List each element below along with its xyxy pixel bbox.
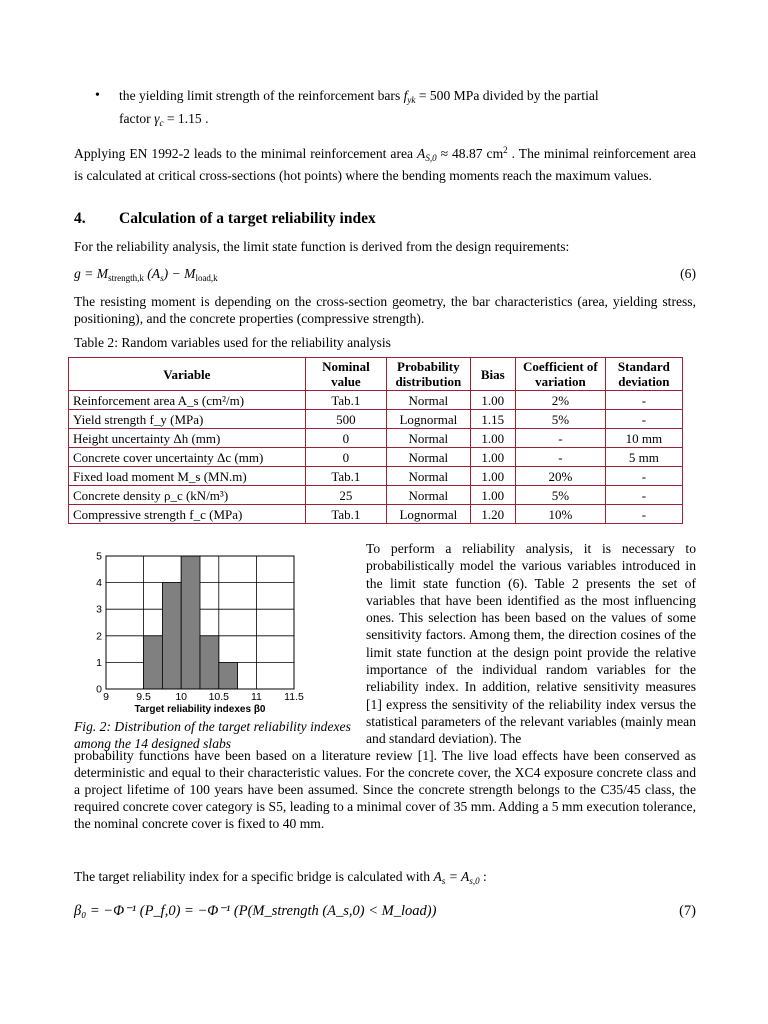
y-tick-label: 4 [96, 577, 102, 590]
y-tick-label: 3 [96, 603, 102, 616]
table-row [69, 410, 683, 429]
table-cell: Normal [387, 391, 470, 410]
y-tick-label: 5 [96, 550, 102, 563]
section-heading: 4. Calculation of a target reliability index [74, 210, 376, 227]
equation-number-7: (7) [679, 903, 696, 919]
formula-fyk: $f_{yk}$ [403, 88, 416, 105]
x-axis-label: Target reliability indexes β0 [134, 704, 266, 715]
x-tick-label: 9.5 [136, 691, 151, 703]
table-cell: Lognormal [387, 505, 470, 524]
y-tick-label: 2 [96, 630, 102, 643]
histogram-chart [88, 548, 318, 728]
bullet-text: the yielding limit strength of the reinforcement bars $f_{yk} = 500$ MPa divided by the partial [119, 88, 599, 105]
table-cell: 5 mm [605, 448, 682, 467]
paragraph-limit-state-intro: For the reliability analysis, the limit state function is derived from the design requirements: [74, 239, 570, 254]
table-cell: 1.00 [470, 486, 515, 505]
table-cell: - [605, 467, 682, 486]
table-cell: 1.00 [470, 467, 515, 486]
bullet-text-line2: factor $\gamma_c = 1.15$ . [119, 111, 209, 128]
histogram-bar [219, 662, 238, 689]
header-bias: Bias [470, 358, 515, 391]
table-cell: 500 [305, 410, 386, 429]
x-tick-label: 10 [175, 691, 188, 703]
table-cell: Normal [387, 486, 470, 505]
formula-as0: $A_{S,0}$ [417, 146, 437, 163]
table-cell: Concrete density ρ_c (kN/m³) [69, 486, 306, 505]
figure-caption: Fig. 2: Distribution of the target reliability indexes among the 14 designed slabs [74, 719, 351, 751]
histogram-bar [200, 636, 219, 689]
histogram-bar [181, 556, 200, 689]
table-row [69, 448, 683, 467]
table-cell: Height uncertainty Δh (mm) [69, 429, 306, 448]
table-cell: 5% [516, 486, 606, 505]
paragraph-probability-functions: probability functions have been based on a literature review [1]. The live load effects have been conserved as deterministic and equal to their characteristic values. For the concrete cover, the XC4 exposure concrete class and a project lifetime of 100 years have been assumed. Since the concrete strength belongs to the C35/45 class, the required concrete cover category is S5, leading to a minimal cover of 35 mm. Adding a 5 mm execution tolerance, the nominal concrete cover is fixed to 40 mm. [74, 748, 696, 831]
formula-as-eq-as0: $A_s = A_{s,0}$ [433, 869, 480, 886]
bullet-marker: • [95, 88, 100, 103]
table-cell: Normal [387, 467, 470, 486]
histogram-svg [88, 548, 318, 728]
table-cell: - [605, 486, 682, 505]
histogram-bar [144, 636, 163, 689]
paragraph-resisting-moment: The resisting moment is depending on the cross-section geometry, the bar characteristics (area, yielding stress, positioning), and the concrete properties (compressive strength). [74, 294, 696, 326]
table-caption: Table 2: Random variables used for the reliability analysis [74, 335, 391, 350]
table-cell: 25 [305, 486, 386, 505]
table-cell: 5% [516, 410, 606, 429]
table-cell: 1.20 [470, 505, 515, 524]
header-variable: Variable [69, 358, 306, 391]
table-cell: - [516, 448, 606, 467]
table-cell: Reinforcement area A_s (cm²/m) [69, 391, 306, 410]
formula-gamma: $\gamma_c$ [154, 111, 164, 128]
table-cell: 10 mm [605, 429, 682, 448]
table-cell: - [605, 410, 682, 429]
x-tick-label: 11.5 [284, 691, 304, 703]
table-row [69, 467, 683, 486]
y-tick-label: 0 [96, 683, 102, 696]
equation-number-6: (6) [680, 266, 696, 281]
table-cell: 1.15 [470, 410, 515, 429]
table-cell: Tab.1 [305, 467, 386, 486]
table-cell: 0 [305, 429, 386, 448]
table-cell: 2% [516, 391, 606, 410]
table-cell: Yield strength f_y (MPa) [69, 410, 306, 429]
table-cell: Compressive strength f_c (MPa) [69, 505, 306, 524]
x-tick-label: 9 [103, 691, 109, 703]
table-cell: Tab.1 [305, 391, 386, 410]
table-cell: Concrete cover uncertainty Δc (mm) [69, 448, 306, 467]
header-stddev: Standard deviation [605, 358, 682, 391]
table-cell: Normal [387, 429, 470, 448]
table-cell: Lognormal [387, 410, 470, 429]
table-cell: - [516, 429, 606, 448]
table-cell: 1.00 [470, 448, 515, 467]
table-row [69, 429, 683, 448]
table-cell: 20% [516, 467, 606, 486]
table-row [69, 505, 683, 524]
table-cell: - [605, 505, 682, 524]
x-tick-label: 11 [250, 691, 262, 703]
header-nominal: Nominal value [305, 358, 386, 391]
table-cell: Tab.1 [305, 505, 386, 524]
table-header-row [69, 358, 683, 391]
paragraph-reliability-analysis: To perform a reliability analysis, it is necessary to probabilistically model the various variables introduced in the limit state function (6). Table 2 presents the set of variables that have been identified as the most influencing ones. This selection has been based on the values of some sensitivity factors. Among them, the direction cosines of the limit state function at the design point provide the relative importance of the individual random variables for the reliability index. In addition, relative sensitivity measures [1] express the sensitivity of the reliability index versus the statistical parameters of the relevant variables (mainly mean and standard deviation). The [366, 541, 696, 747]
paragraph-min-reinforcement: Applying EN 1992-2 leads to the minimal reinforcement area $A_{S,0} \approx 48.87$ $cm^2$ . The minimal reinforcement area is calculated at critical cross-sections (hot points) where the bending moments reach the maximum values. [74, 145, 696, 183]
table-cell: Fixed load moment M_s (MN.m) [69, 467, 306, 486]
table-cell: - [605, 391, 682, 410]
table-cell: 1.00 [470, 391, 515, 410]
random-variables-table [68, 357, 683, 524]
header-distribution: Probability distribution [387, 358, 470, 391]
x-tick-label: 10.5 [208, 691, 230, 703]
table-cell: 1.00 [470, 429, 515, 448]
equation-6: $g = M_{strength,k}$ $(A_s) - M_{load,k}$ (6) [74, 266, 696, 283]
histogram-bar [162, 583, 181, 689]
table-row [69, 391, 683, 410]
table-cell: 0 [305, 448, 386, 467]
y-tick-label: 1 [96, 656, 102, 669]
paragraph-target-index: The target reliability index for a specific bridge is calculated with $A_s = A_{s,0}$ : [74, 869, 487, 886]
table-cell: Normal [387, 448, 470, 467]
header-cov: Coefficient of variation [516, 358, 606, 391]
table-row [69, 486, 683, 505]
table-cell: 10% [516, 505, 606, 524]
equation-7: β₀ = −Φ⁻¹ (P_f,0) = −Φ⁻¹ (P(M_strength (A_s,0) < M_load)) (7) [74, 903, 696, 919]
